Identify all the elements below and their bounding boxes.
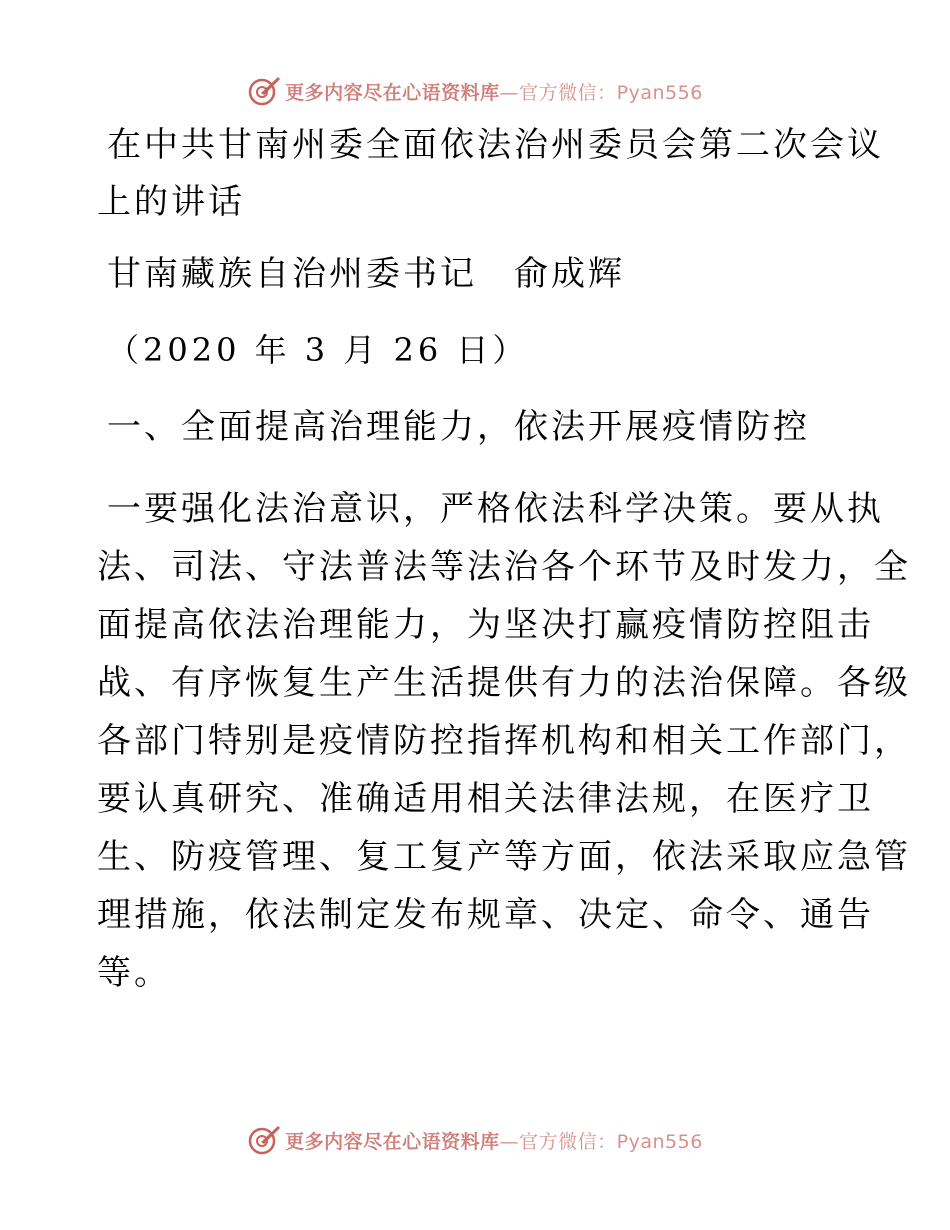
paragraph-line: 各部门特别是疫情防控指挥机构和相关工作部门， [97, 721, 911, 761]
watermark-banner-top [0, 71, 950, 111]
paragraph-line: 面提高依法治理能力，为坚决打赢疫情防控阻击 [97, 605, 874, 645]
title-line-2: 上的讲话 [97, 182, 245, 222]
brush-logo-icon [247, 1123, 281, 1157]
paragraph-line: 法、司法、守法普法等法治各个环节及时发力，全 [97, 547, 911, 587]
paragraph-line: 战、有序恢复生产生活提供有力的法治保障。各级 [97, 663, 911, 703]
watermark-text: 更多内容尽在心语资料库—官方微信：Pyan556 [285, 81, 703, 104]
paragraph-line: 生、防疫管理、复工复产等方面，依法采取应急管 [97, 837, 911, 877]
brush-logo-icon [247, 74, 281, 108]
date-line: （2020 年 3 月 26 日） [107, 331, 529, 369]
paragraph-line: 理措施，依法制定发布规章、决定、命令、通告 [97, 895, 874, 935]
author-line: 甘南藏族自治州委书记 俞成辉 [107, 254, 625, 294]
paragraph-line: 一要强化法治意识，严格依法科学决策。要从执 [107, 489, 884, 529]
title-line-1: 在中共甘南州委全面依法治州委员会第二次会议 [107, 125, 884, 165]
section-heading: 一、全面提高治理能力，依法开展疫情防控 [107, 407, 810, 447]
watermark-banner-bottom [0, 1120, 950, 1160]
watermark-text: 更多内容尽在心语资料库—官方微信：Pyan556 [285, 1130, 703, 1153]
paragraph-line: 要认真研究、准确适用相关法律法规，在医疗卫 [97, 779, 874, 819]
paragraph [97, 480, 911, 1002]
paragraph-line: 等。 [97, 953, 171, 993]
